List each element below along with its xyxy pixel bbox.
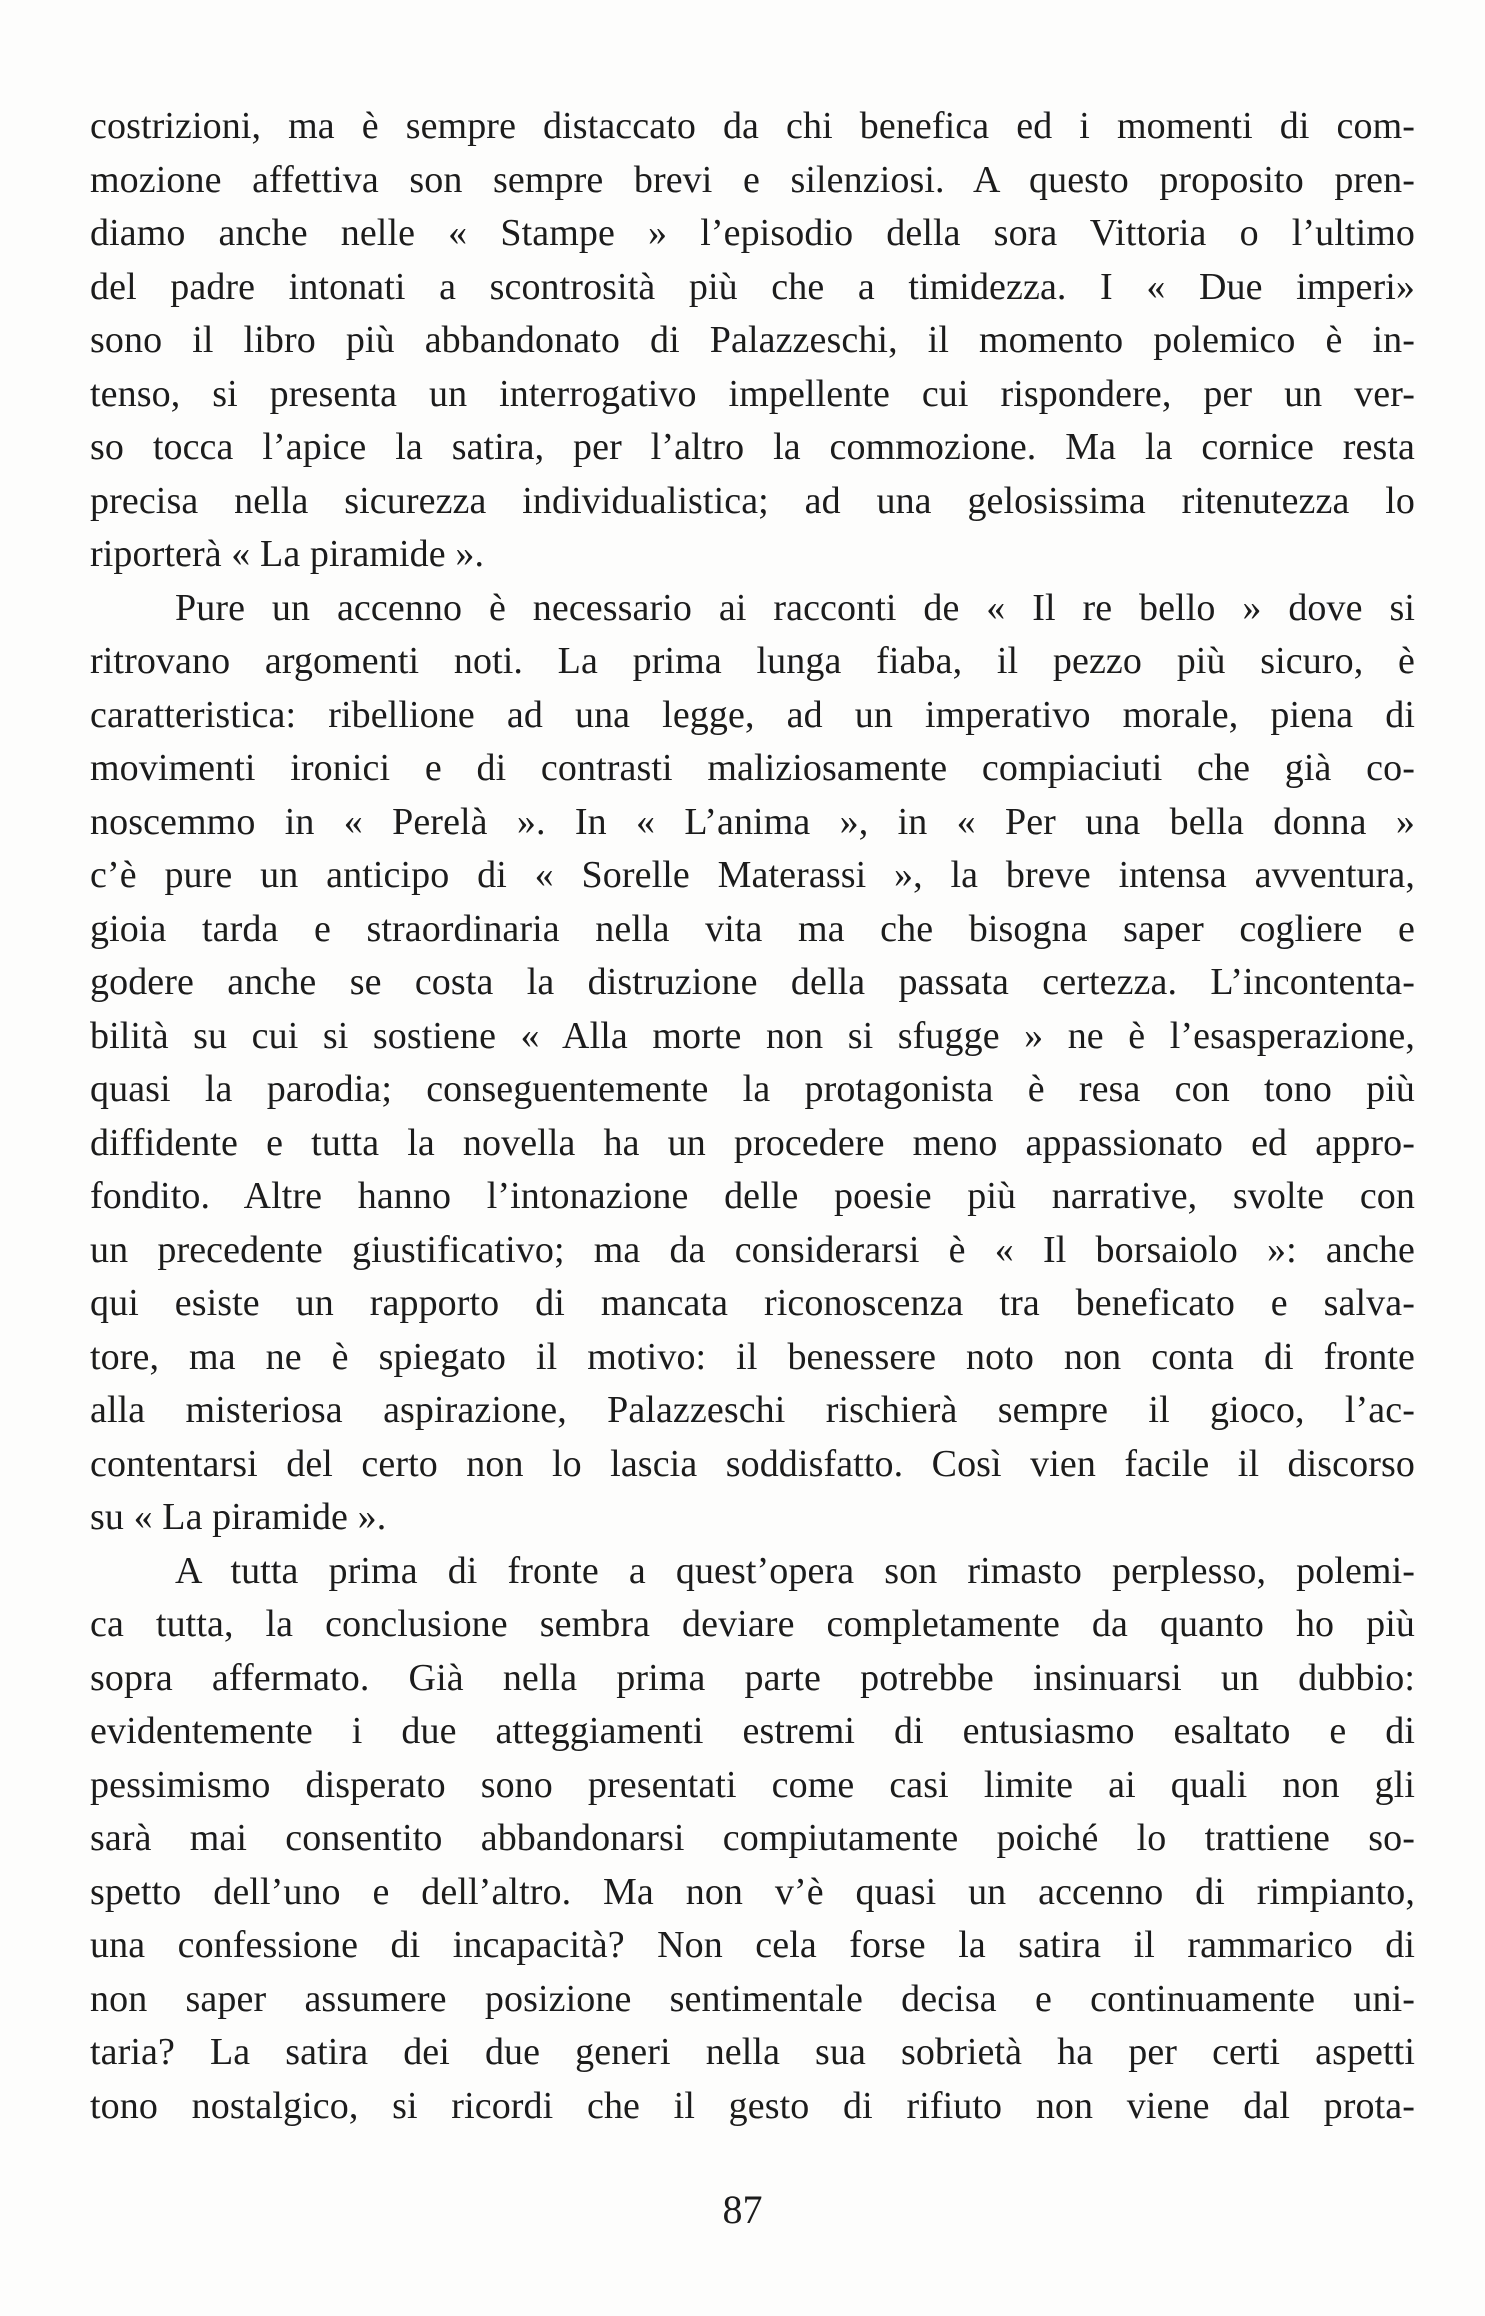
text-line: spetto dell’uno e dell’altro. Ma non v’è quasi un accenno di rimpianto, [90,1870,1415,1913]
text-line: tono nostalgico, si ricordi che il gesto di rifiuto non viene dal prota- [90,2084,1415,2127]
page-number: 87 [722,2187,763,2232]
text-line: del padre intonati a scontrosità più che a timidezza. I « Due imperi» [90,265,1415,308]
text-line: taria? La satira dei due generi nella sua sobrietà ha per certi aspetti [90,2031,1415,2073]
text-line: costrizioni, ma è sempre distaccato da chi benefica ed i momenti di com- [90,105,1415,147]
text-line: gioia tarda e straordinaria nella vita ma che bisogna saper cogliere e [90,907,1415,950]
text-line: alla misteriosa aspirazione, Palazzeschi rischierà sempre il gioco, l’ac- [90,1389,1415,1431]
text-line: su « La piramide ». [90,1496,387,1538]
text-line: ca tutta, la conclusione sembra deviare completamente da quanto ho più [90,1603,1415,1645]
text-line: ritrovano argomenti noti. La prima lunga fiaba, il pezzo più sicuro, è [90,640,1415,682]
text-line: caratteristica: ribellione ad una legge, ad un imperativo morale, piena di [90,693,1415,736]
text-line: diffidente e tutta la novella ha un procedere meno appassionato ed appro- [90,1121,1415,1164]
text-line: contentarsi del certo non lo lascia soddisfatto. Così vien facile il discorso [90,1442,1415,1485]
paragraph-start-line: A tutta prima di fronte a quest’opera son rimasto perplesso, polemi- [175,1549,1415,1592]
text-line: un precedente giustificativo; ma da considerarsi è « Il borsaiolo »: anche [90,1228,1415,1271]
text-line: evidentemente i due atteggiamenti estremi di entusiasmo esaltato e di [90,1710,1415,1752]
text-line: pessimismo disperato sono presentati come casi limite ai quali non gli [90,1763,1415,1806]
text-line: qui esiste un rapporto di mancata riconoscenza tra beneficato e salva- [90,1282,1415,1324]
text-line: quasi la parodia; conseguentemente la protagonista è resa con tono più [90,1068,1415,1110]
text-line: godere anche se costa la distruzione della passata certezza. L’incontenta- [90,961,1415,1003]
text-line: una confessione di incapacità? Non cela forse la satira il rammarico di [90,1924,1415,1966]
paragraph-start-line: Pure un accenno è necessario ai racconti de « Il re bello » dove si [175,586,1415,629]
body-text [90,100,1415,2133]
text-line: movimenti ironici e di contrasti maliziosamente compiaciuti che già co- [90,747,1415,789]
text-line: mozione affettiva son sempre brevi e silenziosi. A questo proposito pren- [90,158,1415,201]
text-line: noscemmo in « Perelà ». In « L’anima », in « Per una bella donna » [90,800,1415,843]
text-line: sono il libro più abbandonato di Palazzeschi, il momento polemico è in- [90,319,1415,361]
text-line: tenso, si presenta un interrogativo impellente cui rispondere, per un ver- [90,372,1415,415]
text-line: c’è pure un anticipo di « Sorelle Materassi », la breve intensa avventura, [90,854,1415,896]
text-line: fondito. Altre hanno l’intonazione delle poesie più narrative, svolte con [90,1175,1415,1217]
text-line: so tocca l’apice la satira, per l’altro la commozione. Ma la cornice resta [90,426,1415,468]
text-line: bilità su cui si sostiene « Alla morte non si sfugge » ne è l’esasperazione, [90,1014,1415,1057]
text-line: sopra affermato. Già nella prima parte potrebbe insinuarsi un dubbio: [90,1656,1415,1699]
text-line: diamo anche nelle « Stampe » l’episodio della sora Vittoria o l’ultimo [90,212,1415,254]
text-line: riporterà « La piramide ». [90,533,485,575]
text-line: non saper assumere posizione sentimentale decisa e continuamente uni- [90,1977,1415,2020]
text-line: tore, ma ne è spiegato il motivo: il benessere noto non conta di fronte [90,1335,1415,1378]
text-line: sarà mai consentito abbandonarsi compiutamente poiché lo trattiene so- [90,1817,1415,1859]
text-line: precisa nella sicurezza individualistica; ad una gelosissima ritenutezza lo [90,479,1415,522]
